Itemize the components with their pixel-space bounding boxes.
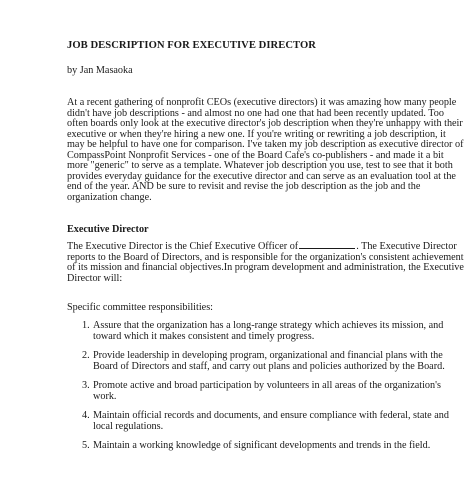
paragraph-text: . The Executive Director <box>356 241 457 252</box>
intro-line: may be helpful to have one for comparison. I've taken my job description as executive director of <box>67 139 464 150</box>
list-number: 1. <box>82 320 90 331</box>
intro-line: provides everyday guidance for the executive director and can serve as an evaluation tool at the <box>67 170 456 182</box>
list-number: 5. <box>82 440 90 451</box>
paragraph-line: Director will: <box>67 272 123 284</box>
list-item-line: Assure that the organization has a long-range strategy which achieves its mission, and <box>93 320 444 331</box>
paragraph-text: The Executive Director is the Chief Executive Officer of <box>67 241 299 252</box>
paragraph-line <box>67 239 464 253</box>
list-item-line: toward which it makes consistent and timely progress. <box>93 330 315 342</box>
list-item <box>67 351 447 372</box>
document-title: JOB DESCRIPTION FOR EXECUTIVE DIRECTOR <box>67 40 316 51</box>
intro-line: more "generic" to serve as a template. Whatever job description you use, test to see that it both <box>67 160 453 171</box>
list-number: 4. <box>82 410 90 421</box>
paragraph-line: of its mission and financial objectives.In program development and administration, the Executive <box>67 262 464 273</box>
list-item <box>67 321 447 342</box>
intro-line: didn't have job descriptions - and almost no one had one that had been recently updated. Too <box>67 107 444 119</box>
intro-line: organization change. <box>67 191 152 203</box>
intro-line: end of the year. AND be sure to revisit and revise the job description as the job and the <box>67 181 421 192</box>
fill-in-blank <box>299 239 355 249</box>
list-item-line: Provide leadership in developing program, organizational and financial plans with the <box>93 350 443 361</box>
intro-line: often boards only look at the executive director's job description when they're unhappy with their <box>67 118 463 129</box>
intro-paragraph <box>67 97 464 203</box>
responsibilities-list <box>67 321 447 461</box>
list-item <box>67 441 447 452</box>
list-item-line: work. <box>93 390 117 402</box>
list-item-line: Promote active and broad participation by volunteers in all areas of the organization's <box>93 380 441 391</box>
list-item <box>67 381 447 402</box>
list-item-line: Maintain official records and documents, and ensure compliance with federal, state and <box>93 410 449 421</box>
list-item-line: Maintain a working knowledge of significant developments and trends in the field. <box>93 440 431 451</box>
executive-director-paragraph <box>67 239 464 284</box>
intro-line: executive or when they're hiring a new one. If you're writing or rewriting a job description, it <box>67 128 446 140</box>
section-heading-executive-director: Executive Director <box>67 224 149 235</box>
list-item-line: local regulations. <box>93 420 164 432</box>
list-item-line: Board of Directors and staff, and carry out plans and policies authorized by the Board. <box>93 360 445 372</box>
committee-responsibilities-heading: Specific committee responsibilities: <box>67 302 213 313</box>
list-number: 3. <box>82 380 90 391</box>
list-number: 2. <box>82 350 90 361</box>
intro-line: At a recent gathering of nonprofit CEOs (executive directors) it was amazing how many people <box>67 97 457 108</box>
author-byline: by Jan Masaoka <box>67 65 133 76</box>
intro-line: CompassPoint Nonprofit Services - one of the Board Cafe's co-publishers - and made it a bit <box>67 149 444 161</box>
list-item <box>67 411 447 432</box>
paragraph-line: reports to the Board of Directors, and is responsible for the organization's consistent achievement <box>67 251 464 263</box>
